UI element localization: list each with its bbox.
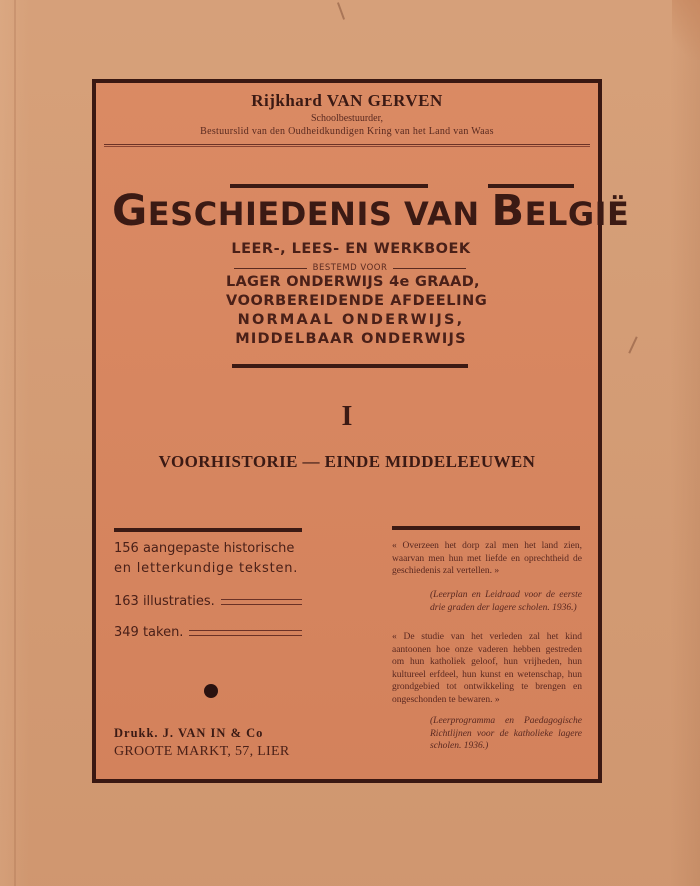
book-type: LEER-, LEES- EN WERKBOEK <box>231 241 471 257</box>
stats-illustrations: 163 illustraties. <box>114 594 215 609</box>
rule <box>393 268 466 269</box>
worn-corner <box>672 0 700 60</box>
stats-tasks: 349 taken. <box>114 625 184 640</box>
stats-illustrations-row <box>114 594 302 609</box>
stats-texts: en letterkundige teksten. <box>114 561 299 576</box>
author-affiliation: Bestuurslid van den Oudheidkundigen Kring van het Land van Waas <box>200 126 494 137</box>
bestemd-label: BESTEMD VOOR <box>312 263 388 273</box>
author-role: Schoolbestuurder, <box>310 113 384 124</box>
rule <box>234 268 307 269</box>
printer-name: Drukk. J. VAN IN & Co <box>114 726 264 740</box>
bestemd-row <box>234 262 466 274</box>
stats-texts: 156 aangepaste historische <box>114 541 295 556</box>
title-initial: B <box>491 186 525 236</box>
title-text: ESCHIEDENIS VAN <box>147 195 492 233</box>
paper-stain <box>628 336 637 353</box>
stats-rule <box>114 528 302 532</box>
bullet-ornament <box>204 684 218 698</box>
book-title <box>112 186 629 236</box>
title-initial: G <box>112 186 148 236</box>
period-title: VOORHISTORIE — EINDE MIDDELEEUWEN <box>158 452 536 471</box>
printer-address: GROOTE MARKT, 57, LIER <box>114 744 290 759</box>
audience-line: LAGER ONDERWIJS 4e GRAAD, <box>226 274 480 290</box>
header-rule <box>104 146 590 147</box>
title-text: ELGIË <box>524 195 630 233</box>
quote-citation: (Leerprogramma en Paedagogische Richtlijnen voor de katholieke lagere scholen. 1936.) <box>430 716 582 752</box>
audience-line: VOORBEREIDENDE AFDEELING <box>226 293 488 309</box>
volume-number: I <box>341 401 353 432</box>
quote-text: « Overzeen het dorp zal men het land zien, waarvan men hun met liefde en oprechtheid de geschiedenis zal vertellen. » <box>392 541 582 577</box>
subtitle-rule <box>232 364 468 368</box>
cover-frame <box>92 79 630 783</box>
audience-line: MIDDELBAAR ONDERWIJS <box>235 331 467 347</box>
author-name: Rijkhard VAN GERVEN <box>251 91 443 110</box>
double-rule <box>221 599 302 605</box>
header-rule <box>104 144 590 145</box>
spine-crease <box>14 0 16 886</box>
audience-line: NORMAAL ONDERWIJS, <box>237 312 465 328</box>
quote-citation: (Leerplan en Leidraad voor de eerste drie graden der lagere scholen. 1936.) <box>430 590 582 613</box>
stats-tasks-row <box>114 625 302 640</box>
double-rule <box>189 630 302 636</box>
quotes-rule <box>392 526 580 530</box>
quote-text: « De studie van het verleden zal het kind aantoonen hoe onze vaderen hebben gestreden om hun katholiek geloof, hun vrijheden, hun kultureel erfdeel, hun kunst en wetenschap, hun grondgebied tot ontwikkeling te brengen en ongeschonden te bewaren. » <box>392 632 582 705</box>
paper-stain <box>337 2 345 20</box>
